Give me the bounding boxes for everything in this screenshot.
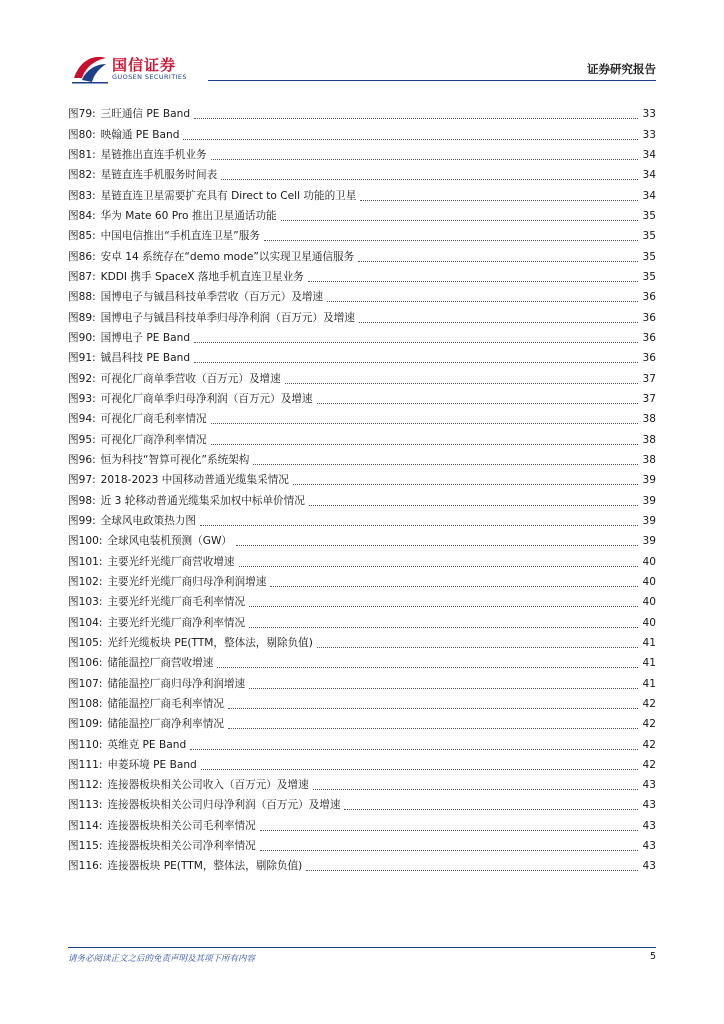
- toc-entry-title: 连接器板块相关公司净利率情况: [107, 840, 256, 853]
- toc-entry-page: 35: [642, 250, 656, 263]
- toc-dot-leader: [194, 332, 638, 343]
- toc-entry-page: 36: [642, 352, 656, 365]
- toc-entry-label: 图99:: [68, 514, 96, 527]
- toc-entry-label: 图91:: [68, 352, 96, 365]
- toc-entry-page: 40: [642, 596, 656, 609]
- toc-dot-leader: [217, 657, 638, 668]
- toc-entry[interactable]: [68, 304, 656, 324]
- toc-dot-leader: [211, 149, 638, 160]
- toc-dot-leader: [281, 210, 638, 221]
- toc-entry[interactable]: [68, 264, 656, 284]
- toc-entry-label: 图92:: [68, 372, 96, 385]
- toc-entry[interactable]: [68, 182, 656, 202]
- toc-entry[interactable]: [68, 792, 656, 812]
- toc-entry[interactable]: [68, 691, 656, 711]
- disclaimer-text: 请务必阅读正文之后的免责声明及其项下所有内容: [68, 954, 256, 964]
- toc-entry[interactable]: [68, 833, 656, 853]
- toc-entry[interactable]: [68, 406, 656, 426]
- toc-entry-title: 主要光纤光缆厂商毛利率情况: [107, 596, 246, 609]
- toc-entry-page: 42: [642, 758, 656, 771]
- toc-dot-leader: [317, 393, 638, 404]
- toc-entry-label: 图86:: [68, 250, 96, 263]
- toc-entry-page: 39: [642, 474, 656, 487]
- toc-dot-leader: [249, 617, 638, 628]
- toc-entry-title: 星链直连手机服务时间表: [100, 169, 218, 182]
- toc-entry-title: 储能温控厂商净利率情况: [107, 718, 224, 731]
- toc-entry-label: 图98:: [68, 494, 96, 507]
- toc-entry-page: 39: [642, 514, 656, 527]
- toc-entry-label: 图85:: [68, 230, 96, 243]
- toc-entry[interactable]: [68, 548, 656, 568]
- toc-entry[interactable]: [68, 487, 656, 507]
- page-number: 5: [649, 951, 656, 962]
- toc-dot-leader: [249, 596, 638, 607]
- toc-dot-leader: [190, 739, 638, 750]
- toc-entry-page: 35: [642, 209, 656, 222]
- toc-entry-label: 图103:: [68, 596, 103, 609]
- toc-entry[interactable]: [68, 772, 656, 792]
- toc-entry-label: 图106:: [68, 657, 103, 670]
- toc-entry-page: 36: [642, 311, 656, 324]
- toc-entry[interactable]: [68, 284, 656, 304]
- toc-entry-label: 图102:: [68, 575, 103, 588]
- toc-entry-page: 43: [642, 840, 656, 853]
- toc-entry-label: 图88:: [68, 291, 96, 304]
- toc-entry-page: 43: [642, 799, 656, 812]
- toc-entry[interactable]: [68, 121, 656, 141]
- toc-dot-leader: [358, 251, 638, 262]
- footer-divider: [68, 947, 656, 948]
- toc-entry-title: 全球风电政策热力图: [100, 514, 196, 527]
- figure-index: [68, 101, 656, 873]
- toc-entry-label: 图97:: [68, 474, 96, 487]
- toc-entry-label: 图96:: [68, 453, 96, 466]
- toc-entry[interactable]: [68, 670, 656, 690]
- toc-entry-page: 37: [642, 372, 656, 385]
- toc-entry-page: 38: [642, 433, 656, 446]
- toc-dot-leader: [194, 352, 638, 363]
- toc-entry-label: 图109:: [68, 718, 103, 731]
- page-header: [0, 0, 724, 90]
- toc-entry-title: 三旺通信 PE Band: [100, 108, 191, 121]
- toc-entry-label: 图83:: [68, 189, 96, 202]
- toc-entry-page: 42: [642, 697, 656, 710]
- toc-entry-title: 储能温控厂商毛利率情况: [107, 697, 224, 710]
- toc-entry[interactable]: [68, 101, 656, 121]
- toc-entry-page: 42: [642, 738, 656, 751]
- toc-entry-title: 主要光纤光缆厂商营收增速: [107, 555, 235, 568]
- toc-entry-label: 图104:: [68, 616, 103, 629]
- toc-entry-label: 图101:: [68, 555, 103, 568]
- toc-entry[interactable]: [68, 386, 656, 406]
- toc-entry[interactable]: [68, 365, 656, 385]
- toc-entry-page: 37: [642, 392, 656, 405]
- toc-dot-leader: [360, 190, 638, 201]
- toc-dot-leader: [239, 556, 638, 567]
- toc-entry-label: 图94:: [68, 413, 96, 426]
- logo-english-name: GUOSEN SECURITIES: [112, 73, 187, 81]
- toc-entry-title: 2018-2023 中国移动普通光缆集采情况: [100, 474, 289, 487]
- toc-entry-title: 国博电子与铖昌科技单季营收（百万元）及增速: [100, 291, 324, 304]
- toc-entry-title: 储能温控厂商归母净利润增速: [107, 677, 246, 690]
- guosen-logo-icon: [72, 52, 108, 84]
- toc-entry-label: 图89:: [68, 311, 96, 324]
- toc-dot-leader: [308, 271, 638, 282]
- toc-entry[interactable]: [68, 426, 656, 446]
- toc-entry-page: 42: [642, 718, 656, 731]
- toc-dot-leader: [211, 413, 638, 424]
- toc-entry-label: 图95:: [68, 433, 96, 446]
- toc-entry-title: 近 3 轮移动普通光缆集采加权中标单价情况: [100, 494, 305, 507]
- guosen-logo[interactable]: [72, 52, 212, 86]
- toc-dot-leader: [260, 840, 638, 851]
- toc-entry-page: 33: [642, 108, 656, 121]
- toc-entry-title: 星链推出直连手机业务: [100, 148, 207, 161]
- toc-entry-page: 41: [642, 677, 656, 690]
- toc-entry[interactable]: [68, 325, 656, 345]
- toc-entry-label: 图114:: [68, 819, 103, 832]
- toc-entry-title: 主要光纤光缆厂商归母净利润增速: [107, 575, 267, 588]
- toc-entry[interactable]: [68, 630, 656, 650]
- toc-entry[interactable]: [68, 812, 656, 832]
- toc-entry-label: 图108:: [68, 697, 103, 710]
- toc-entry-title: 安卓 14 系统存在“demo mode”以实现卫星通信服务: [100, 250, 355, 263]
- toc-entry-label: 图87:: [68, 270, 96, 283]
- toc-entry-page: 41: [642, 657, 656, 670]
- toc-entry[interactable]: [68, 203, 656, 223]
- header-divider: [208, 80, 656, 81]
- toc-entry-label: 图100:: [68, 535, 103, 548]
- toc-dot-leader: [309, 495, 638, 506]
- toc-entry[interactable]: [68, 650, 656, 670]
- toc-entry-page: 35: [642, 230, 656, 243]
- toc-entry-title: 英维克 PE Band: [107, 738, 187, 751]
- toc-dot-leader: [228, 698, 638, 709]
- toc-entry-page: 36: [642, 291, 656, 304]
- toc-dot-leader: [211, 434, 638, 445]
- toc-entry-title: 国博电子 PE Band: [100, 331, 191, 344]
- toc-entry-page: 43: [642, 819, 656, 832]
- toc-entry-page: 39: [642, 494, 656, 507]
- toc-entry-title: 可视化厂商净利率情况: [100, 433, 207, 446]
- toc-entry-label: 图84:: [68, 209, 96, 222]
- toc-entry-page: 38: [642, 413, 656, 426]
- toc-entry-page: 43: [642, 779, 656, 792]
- toc-entry-label: 图82:: [68, 169, 96, 182]
- toc-dot-leader: [194, 108, 638, 119]
- toc-entry[interactable]: [68, 853, 656, 873]
- toc-dot-leader: [270, 576, 638, 587]
- toc-entry-title: 国博电子与铖昌科技单季归母净利润（百万元）及增速: [100, 311, 355, 324]
- toc-entry-label: 图112:: [68, 779, 103, 792]
- toc-entry-label: 图105:: [68, 636, 103, 649]
- toc-dot-leader: [200, 515, 638, 526]
- toc-entry-title: 星链直连卫星需要扩充具有 Direct to Cell 功能的卫星: [100, 189, 357, 202]
- toc-dot-leader: [264, 230, 638, 241]
- toc-entry[interactable]: [68, 345, 656, 365]
- toc-dot-leader: [236, 535, 638, 546]
- toc-entry-label: 图81:: [68, 148, 96, 161]
- toc-entry[interactable]: [68, 609, 656, 629]
- toc-entry-page: 40: [642, 575, 656, 588]
- logo-chinese-name: 国信证券: [112, 56, 177, 74]
- toc-entry-page: 40: [642, 616, 656, 629]
- toc-entry-title: 连接器板块相关公司毛利率情况: [107, 819, 256, 832]
- toc-entry-page: 35: [642, 270, 656, 283]
- toc-entry-page: 39: [642, 535, 656, 548]
- toc-entry[interactable]: [68, 447, 656, 467]
- toc-entry-title: 华为 Mate 60 Pro 推出卫星通话功能: [100, 209, 277, 222]
- toc-entry[interactable]: [68, 528, 656, 548]
- toc-entry-title: 中国电信推出“手机直连卫星”服务: [100, 230, 260, 243]
- toc-entry-page: 34: [642, 189, 656, 202]
- toc-entry-label: 图115:: [68, 840, 103, 853]
- toc-entry-label: 图80:: [68, 128, 96, 141]
- toc-entry-page: 33: [642, 128, 656, 141]
- toc-entry-title: 可视化厂商单季归母净利润（百万元）及增速: [100, 392, 313, 405]
- toc-entry[interactable]: [68, 731, 656, 751]
- toc-entry-page: 38: [642, 453, 656, 466]
- toc-entry-label: 图107:: [68, 677, 103, 690]
- toc-dot-leader: [317, 637, 638, 648]
- toc-entry-title: 连接器板块相关公司归母净利润（百万元）及增速: [107, 799, 341, 812]
- toc-dot-leader: [293, 474, 638, 485]
- toc-entry-label: 图113:: [68, 799, 103, 812]
- toc-entry[interactable]: [68, 589, 656, 609]
- toc-entry[interactable]: [68, 162, 656, 182]
- report-type-label: 证券研究报告: [587, 62, 656, 76]
- toc-entry-title: 连接器板块 PE(TTM，整体法，剔除负值): [107, 860, 303, 873]
- toc-entry-title: KDDI 携手 SpaceX 落地手机直连卫星业务: [100, 270, 304, 283]
- toc-entry[interactable]: [68, 569, 656, 589]
- toc-entry[interactable]: [68, 752, 656, 772]
- toc-entry-title: 映翰通 PE Band: [100, 128, 180, 141]
- toc-dot-leader: [228, 718, 638, 729]
- toc-entry-label: 图90:: [68, 331, 96, 344]
- toc-entry-title: 可视化厂商毛利率情况: [100, 413, 207, 426]
- toc-entry-title: 主要光纤光缆厂商净利率情况: [107, 616, 246, 629]
- toc-entry-title: 光纤光缆板块 PE(TTM，整体法，剔除负值): [107, 636, 313, 649]
- toc-entry-title: 申菱环境 PE Band: [107, 758, 197, 771]
- toc-entry-page: 36: [642, 331, 656, 344]
- toc-entry-title: 恒为科技“智算可视化”系统架构: [100, 453, 250, 466]
- toc-entry[interactable]: [68, 243, 656, 263]
- toc-dot-leader: [344, 799, 638, 810]
- toc-entry-label: 图79:: [68, 108, 96, 121]
- toc-dot-leader: [260, 820, 638, 831]
- toc-entry-page: 40: [642, 555, 656, 568]
- toc-dot-leader: [253, 454, 638, 465]
- toc-entry-title: 铖昌科技 PE Band: [100, 352, 191, 365]
- toc-entry-page: 34: [642, 148, 656, 161]
- toc-entry[interactable]: [68, 223, 656, 243]
- toc-entry-title: 全球风电装机预测（GW）: [107, 535, 233, 548]
- toc-dot-leader: [221, 169, 638, 180]
- toc-dot-leader: [327, 291, 638, 302]
- toc-entry[interactable]: [68, 711, 656, 731]
- toc-entry-title: 连接器板块相关公司收入（百万元）及增速: [107, 779, 309, 792]
- toc-entry-title: 储能温控厂商营收增速: [107, 657, 214, 670]
- toc-dot-leader: [306, 860, 638, 871]
- toc-entry-label: 图116:: [68, 860, 103, 873]
- toc-entry-label: 图111:: [68, 758, 103, 771]
- toc-entry-page: 34: [642, 169, 656, 182]
- toc-dot-leader: [183, 129, 638, 140]
- toc-dot-leader: [359, 312, 638, 323]
- toc-entry[interactable]: [68, 508, 656, 528]
- toc-dot-leader: [285, 373, 638, 384]
- toc-entry-page: 43: [642, 860, 656, 873]
- toc-entry-page: 41: [642, 636, 656, 649]
- toc-dot-leader: [313, 779, 638, 790]
- toc-entry-label: 图93:: [68, 392, 96, 405]
- toc-entry[interactable]: [68, 467, 656, 487]
- toc-entry-title: 可视化厂商单季营收（百万元）及增速: [100, 372, 281, 385]
- toc-entry-label: 图110:: [68, 738, 103, 751]
- toc-dot-leader: [249, 678, 638, 689]
- toc-entry[interactable]: [68, 142, 656, 162]
- toc-dot-leader: [201, 759, 638, 770]
